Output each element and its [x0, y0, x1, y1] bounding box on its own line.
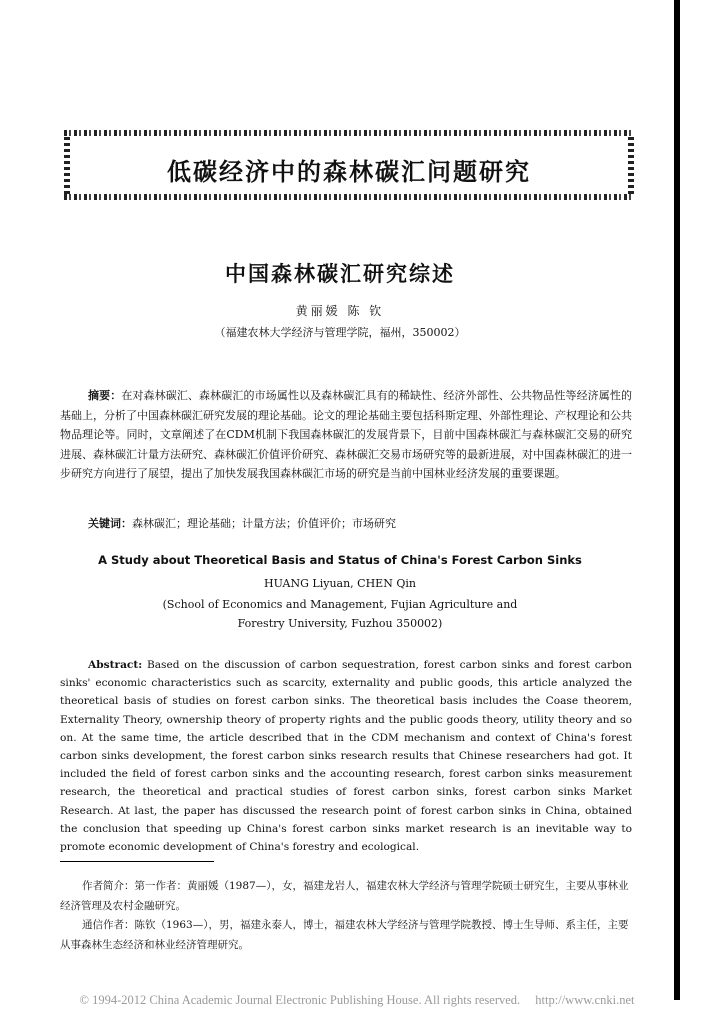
column-banner	[64, 130, 634, 200]
abstract-english	[60, 656, 632, 856]
footnote-corresponding-author: 通信作者：陈钦（1963—），男，福建永泰人，博士，福建农林大学经济与管理学院教授、博士生导师、系主任，主要从事森林生态经济和林业经济管理研究。	[60, 919, 629, 951]
abstract-chinese	[60, 386, 632, 484]
article-title: 中国森林碳汇研究综述	[225, 262, 455, 286]
article-affiliation: （福建农林大学经济与管理学院，福州，350002）	[214, 326, 466, 339]
footnote-author-bio: 作者简介：第一作者：黄丽媛（1987—），女，福建龙岩人，福建农林大学经济与管理学院硕士研究生，主要从事林业经济管理及农村金融研究。	[60, 880, 629, 912]
footer-copyright: © 1994-2012 China Academic Journal Electronic Publishing House. All rights reserved.	[79, 993, 521, 1007]
footnote-rule	[60, 861, 214, 862]
article-authors: 黄丽媛 陈 钦	[295, 304, 385, 318]
banner-title: 低碳经济中的森林碳汇问题研究	[167, 158, 531, 186]
page-edge-bar	[674, 0, 680, 1000]
banner-border-top	[64, 130, 634, 136]
page-footer	[0, 993, 714, 1008]
abstract-cn-label: 摘要：	[88, 389, 122, 402]
keywords-cn-text: 森林碳汇；理论基础；计量方法；价值评价；市场研究	[132, 517, 396, 530]
english-affiliation-line1: (School of Economics and Management, Fujian Agriculture and	[162, 598, 518, 611]
english-authors: HUANG Liyuan, CHEN Qin	[264, 577, 416, 590]
english-affiliation-line2: Forestry University, Fuzhou 350002)	[237, 617, 443, 630]
keywords-chinese	[88, 515, 396, 531]
footer-url[interactable]: http://www.cnki.net	[535, 993, 635, 1007]
abstract-en-text: Based on the discussion of carbon sequestration, forest carbon sinks and forest carbon sinks' economic characteristics such as scarcity, externality and public goods, this article analyzed the theoretical basis of studies on forest carbon sinks. The theoretical basis includes the Coase theorem, Externality Theory, ownership theory of property rights and the public goods theory, utility theory and so on. At the same time, the article described that in the CDM mechanism and context of China's forest carbon sinks development, the forest carbon sinks research results that Chinese researchers had got. It included the field of forest carbon sinks and the accounting research, forest carbon sinks measurement research, the theoretical and practical studies of forest carbon sinks, forest carbon sinks Market Research. At last, the paper has discussed the research point of forest carbon sinks in China, obtained the conclusion that speeding up China's forest carbon sinks market research is an inevitable way to promote economic development of China's forestry and ecological.	[60, 659, 632, 854]
keywords-cn-label: 关键词：	[88, 517, 132, 530]
abstract-en-label: Abstract:	[88, 659, 143, 671]
banner-border-bottom	[64, 194, 634, 200]
english-title: A Study about Theoretical Basis and Status of China's Forest Carbon Sinks	[98, 553, 582, 567]
abstract-cn-text: 在对森林碳汇、森林碳汇的市场属性以及森林碳汇具有的稀缺性、经济外部性、公共物品性等经济属性的基础上，分析了中国森林碳汇研究发展的理论基础。论文的理论基础主要包括科斯定理、外部性理论、产权理论和公共物品理论等。同时，文章阐述了在CDM机制下我国森林碳汇的发展背景下，目前中国森林碳汇与森林碳汇交易的研究进展、森林碳汇计量方法研究、森林碳汇价值评价研究、森林碳汇交易市场研究等的最新进展，对中国森林碳汇的进一步研究方向进行了展望，提出了加快发展我国森林碳汇市场的研究是当前中国林业经济发展的重要课题。	[60, 389, 632, 480]
